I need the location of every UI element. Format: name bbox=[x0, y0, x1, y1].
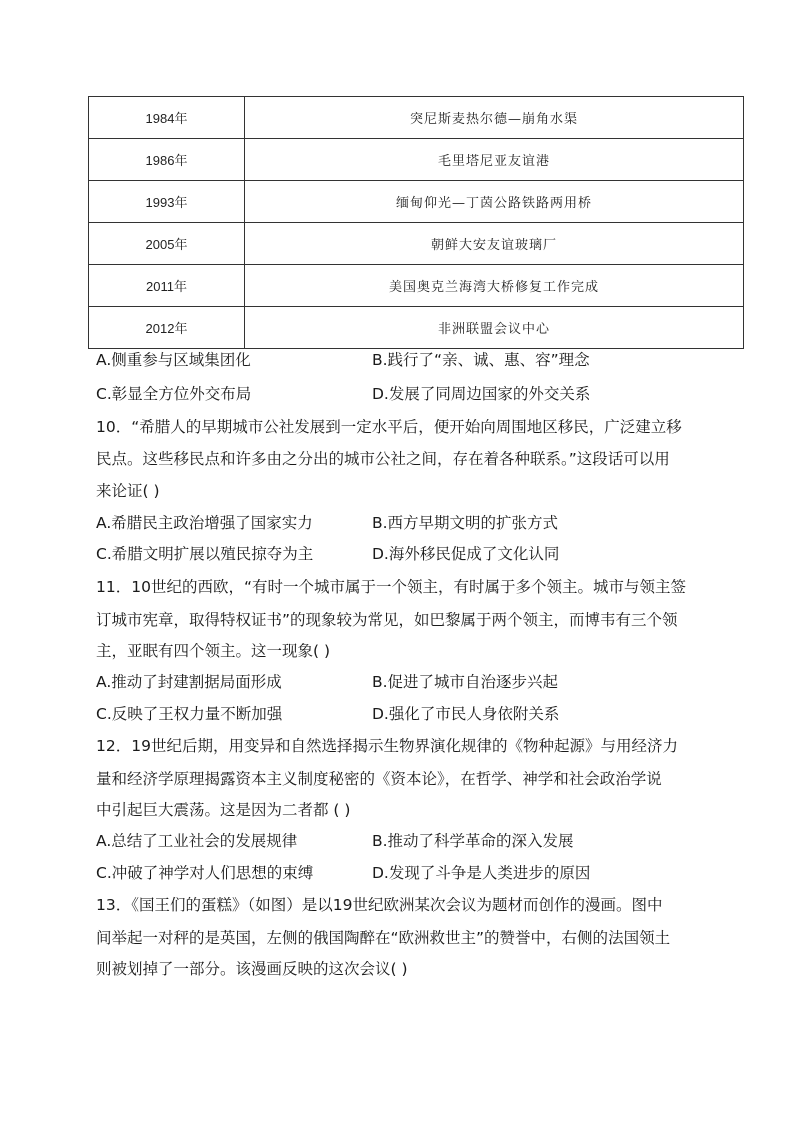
year-cell: 2011年 bbox=[89, 265, 245, 307]
table-row bbox=[89, 223, 744, 265]
q11-stem-line: 主，亚眠有四个领主。这一现象( ) bbox=[96, 642, 331, 660]
table-row bbox=[89, 307, 744, 349]
table-row bbox=[89, 265, 744, 307]
q9-option-a[interactable]: A.侧重参与区域集团化 bbox=[96, 351, 251, 369]
table-row bbox=[89, 181, 744, 223]
q10-option-c[interactable]: C.希腊文明扩展以殖民掠夺为主 bbox=[96, 545, 314, 563]
q11-option-d[interactable]: D.强化了市民人身依附关系 bbox=[372, 705, 560, 723]
q11-option-a[interactable]: A.推动了封建割据局面形成 bbox=[96, 673, 282, 691]
q12-stem-line: 量和经济学原理揭露资本主义制度秘密的《资本论》，在哲学、神学和社会政治学说 bbox=[96, 770, 662, 788]
q12-stem-line: 中引起巨大震荡。这是因为二者都 ( ) bbox=[96, 801, 351, 819]
year-cell: 1984年 bbox=[89, 97, 245, 139]
q9-option-b[interactable]: B.践行了“亲、诚、惠、容”理念 bbox=[372, 351, 590, 369]
aid-projects-table bbox=[88, 96, 744, 349]
q11-stem-line: 订城市宪章，取得特权证书”的现象较为常见，如巴黎属于两个领主，而博韦有三个领 bbox=[96, 611, 678, 629]
project-cell: 毛里塔尼亚友谊港 bbox=[245, 139, 744, 181]
q13-stem-line: 13．《国王们的蛋糕》（如图）是以19世纪欧洲某次会议为题材而创作的漫画。图中 bbox=[96, 896, 663, 914]
year-cell: 2005年 bbox=[89, 223, 245, 265]
q10-option-d[interactable]: D.海外移民促成了文化认同 bbox=[372, 545, 560, 563]
q10-stem-line: 来论证( ) bbox=[96, 482, 160, 500]
q9-option-c[interactable]: C.彰显全方位外交布局 bbox=[96, 385, 252, 403]
q10-stem-line: 10．“希腊人的早期城市公社发展到一定水平后，便开始向周围地区移民，广泛建立移 bbox=[96, 418, 682, 436]
year-cell: 1993年 bbox=[89, 181, 245, 223]
q11-option-c[interactable]: C.反映了王权力量不断加强 bbox=[96, 705, 283, 723]
q9-option-d[interactable]: D.发展了同周边国家的外交关系 bbox=[372, 385, 591, 403]
q13-stem-line: 则被划掉了一部分。该漫画反映的这次会议( ) bbox=[96, 960, 408, 978]
q11-option-b[interactable]: B.促进了城市自治逐步兴起 bbox=[372, 673, 559, 691]
year-cell: 2012年 bbox=[89, 307, 245, 349]
q13-stem-line: 间举起一对秤的是英国，左侧的俄国陶醉在“欧洲救世主”的赞誉中，右侧的法国领土 bbox=[96, 929, 671, 947]
q12-option-a[interactable]: A.总结了工业社会的发展规律 bbox=[96, 832, 298, 850]
project-cell: 缅甸仰光—丁茵公路铁路两用桥 bbox=[245, 181, 744, 223]
project-cell: 突尼斯麦热尔德—崩角水渠 bbox=[245, 97, 744, 139]
project-cell: 非洲联盟会议中心 bbox=[245, 307, 744, 349]
table-row bbox=[89, 97, 744, 139]
year-cell: 1986年 bbox=[89, 139, 245, 181]
project-cell: 朝鲜大安友谊玻璃厂 bbox=[245, 223, 744, 265]
q12-stem-line: 12．19世纪后期，用变异和自然选择揭示生物界演化规律的《物种起源》与用经济力 bbox=[96, 737, 678, 755]
q10-option-b[interactable]: B.西方早期文明的扩张方式 bbox=[372, 514, 559, 532]
table-row bbox=[89, 139, 744, 181]
q12-option-b[interactable]: B.推动了科学革命的深入发展 bbox=[372, 832, 574, 850]
q10-stem-line: 民点。这些移民点和许多由之分出的城市公社之间，存在着各种联系。”这段话可以用 bbox=[96, 450, 670, 468]
q12-option-d[interactable]: D.发现了斗争是人类进步的原因 bbox=[372, 864, 591, 882]
q12-option-c[interactable]: C.冲破了神学对人们思想的束缚 bbox=[96, 864, 314, 882]
q10-option-a[interactable]: A.希腊民主政治增强了国家实力 bbox=[96, 514, 313, 532]
project-cell: 美国奥克兰海湾大桥修复工作完成 bbox=[245, 265, 744, 307]
q11-stem-line: 11．10世纪的西欧，“有时一个城市属于一个领主，有时属于多个领主。城市与领主签 bbox=[96, 578, 686, 596]
